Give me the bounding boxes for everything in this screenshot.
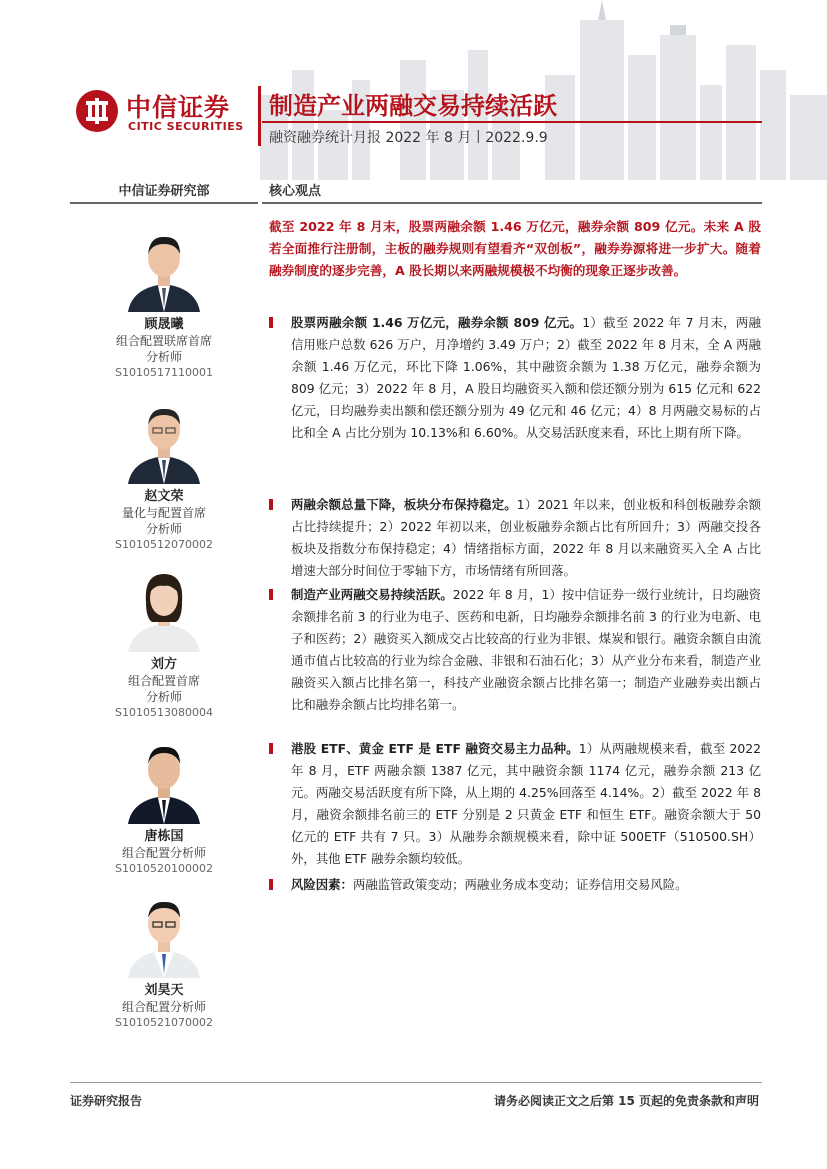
key-point	[269, 494, 761, 582]
key-point	[269, 584, 761, 716]
analyst-photo	[124, 398, 204, 484]
analyst-name: 顾晟曦	[144, 317, 184, 332]
analyst-role: 组合配置分析师	[121, 846, 206, 860]
key-point	[269, 738, 761, 870]
bullet-marker	[269, 879, 273, 890]
key-point	[269, 874, 761, 896]
report-subtitle: 融资融券统计月报 2022 年 8 月丨2022.9.9	[269, 130, 548, 146]
right-heading-rule	[262, 202, 762, 204]
header-divider	[258, 86, 261, 146]
footer-disclaimer: 请务必阅读正文之后第 15 页起的免责条款和声明	[493, 1094, 759, 1108]
point-body: 1）2021 年以来，创业板和科创板融券余额占比持续提升；2）2022 年初以来，创业板融券余额占比有所回升；3）两融交投各板块及指数分布保持稳定；4）情绪指标方面，2022 年 8 月以来融资买入全 A 占比增速大部分时间位于零轴下方，市场情绪有所回落。	[291, 497, 762, 578]
analyst-cert-number: S1010512070002	[115, 538, 213, 551]
point-body: 1）从两融规模来看，截至 2022 年 8 月，ETF 两融余额 1387 亿元，其中融资余额 1174 亿元，融券余额 213 亿元。两融交易活跃度有所下降，从上期的 4.25%回落至 4.14%。2）截至 2022 年 8 月，融资余额排名前三的 ETF 分别是 2 只黄金 ETF 和恒生 ETF。融资余额大于 50 亿元的 ETF 共有 7 只。3）从融券余额规模来看，除中证 500ETF（510500.SH）外，其他 ETF 融券余额均较低。	[291, 741, 761, 866]
analyst-name: 唐栋国	[144, 829, 184, 844]
bullet-marker	[269, 743, 273, 754]
analyst-role: 组合配置首席	[127, 674, 200, 688]
footer-report-type: 证券研究报告	[70, 1094, 143, 1108]
analyst-name: 刘昊天	[144, 983, 184, 998]
analyst-role: 分析师	[145, 350, 182, 364]
point-title: 港股 ETF、黄金 ETF 是 ETF 融资交易主力品种。	[291, 741, 579, 756]
analyst-name: 刘方	[150, 657, 177, 672]
analyst-card	[70, 398, 258, 553]
analyst-card	[70, 892, 258, 1031]
footer-rule	[70, 1082, 762, 1083]
left-heading-rule	[70, 202, 258, 204]
point-body: 两融监管政策变动；两融业务成本变动；证券信用交易风险。	[352, 877, 688, 892]
analyst-role: 组合配置联席首席	[115, 334, 212, 348]
title-rule	[262, 121, 762, 123]
analyst-role: 量化与配置首席	[121, 506, 206, 520]
analyst-cert-number: S1010520100002	[115, 862, 213, 875]
brand-name-en: CITIC SECURITIES	[128, 120, 244, 133]
point-title: 制造产业两融交易持续活跃。	[291, 587, 453, 602]
key-point	[269, 312, 761, 444]
citic-logo-icon	[74, 88, 120, 134]
analyst-cert-number: S1010513080004	[115, 706, 213, 719]
analyst-role: 分析师	[145, 522, 182, 536]
bullet-marker	[269, 499, 273, 510]
research-dept-heading: 中信证券研究部	[118, 184, 210, 199]
point-title: 风险因素：	[291, 877, 353, 892]
analyst-photo	[124, 892, 204, 978]
analyst-card	[70, 566, 258, 721]
point-body: 1）截至 2022 年 7 月末，两融信用账户总数 626 万户，月净增约 3.49 万户；2）截至 2022 年 8 月末，全 A 两融余额 1.46 万亿元，环比下降 1.06%，其中融资余额为 1.38 万亿元，融券余额为 809 亿元；3）2022 年 8 月，A 股日均融资买入额和偿还额分别为 615 亿元和 622 亿元，日均融券卖出额和偿还额分别为 49 亿元和 46 亿元；4）8 月两融交易标的占比和全 A 占比分别为 10.13%和 6.60%。从交易活跃度来看，环比上期有所下降。	[291, 315, 761, 440]
analyst-cert-number: S1010521070002	[115, 1016, 213, 1029]
bullet-marker	[269, 589, 273, 600]
summary-intro: 截至 2022 年 8 月末，股票两融余额 1.46 万亿元，融券余额 809 亿元。未来 A 股若全面推行注册制，主板的融券规则有望看齐“双创板”，融券券源将进一步扩大。随着融券制度的逐步完善，A 股长期以来两融规模极不均衡的现象正逐步改善。	[269, 219, 761, 278]
analyst-card	[70, 226, 258, 381]
report-title: 制造产业两融交易持续活跃	[269, 92, 557, 120]
point-body: 2022 年 8 月，1）按中信证券一级行业统计，日均融资余额排名前 3 的行业为电子、医药和电新，日均融券余额排名前 3 的行业为电新、电子和医药；2）融资买入额成交占比较高的行业为非银、煤炭和银行。融资余额自由流通市值占比较高的行业为综合金融、非银和石油石化；3）从产业分布来看，制造产业融资买入额占比排名第一，科技产业融资余额占比排名第一；制造产业融券卖出额占比和融券余额占比均排名第一。	[291, 587, 761, 712]
analyst-photo	[124, 566, 204, 652]
analyst-photo	[124, 226, 204, 312]
core-views-heading: 核心观点	[269, 184, 322, 199]
citic-logo	[74, 86, 254, 136]
analyst-cert-number: S1010517110001	[115, 366, 213, 379]
bullet-marker	[269, 317, 273, 328]
analyst-name: 赵文荣	[144, 489, 184, 504]
analyst-photo	[124, 738, 204, 824]
analyst-card	[70, 738, 258, 877]
analyst-role: 组合配置分析师	[121, 1000, 206, 1014]
point-title: 股票两融余额 1.46 万亿元，融券余额 809 亿元。	[291, 315, 583, 330]
point-title: 两融余额总量下降，板块分布保持稳定。	[291, 497, 517, 512]
brand-name-cn: 中信证券	[126, 93, 231, 122]
analyst-role: 分析师	[145, 690, 182, 704]
